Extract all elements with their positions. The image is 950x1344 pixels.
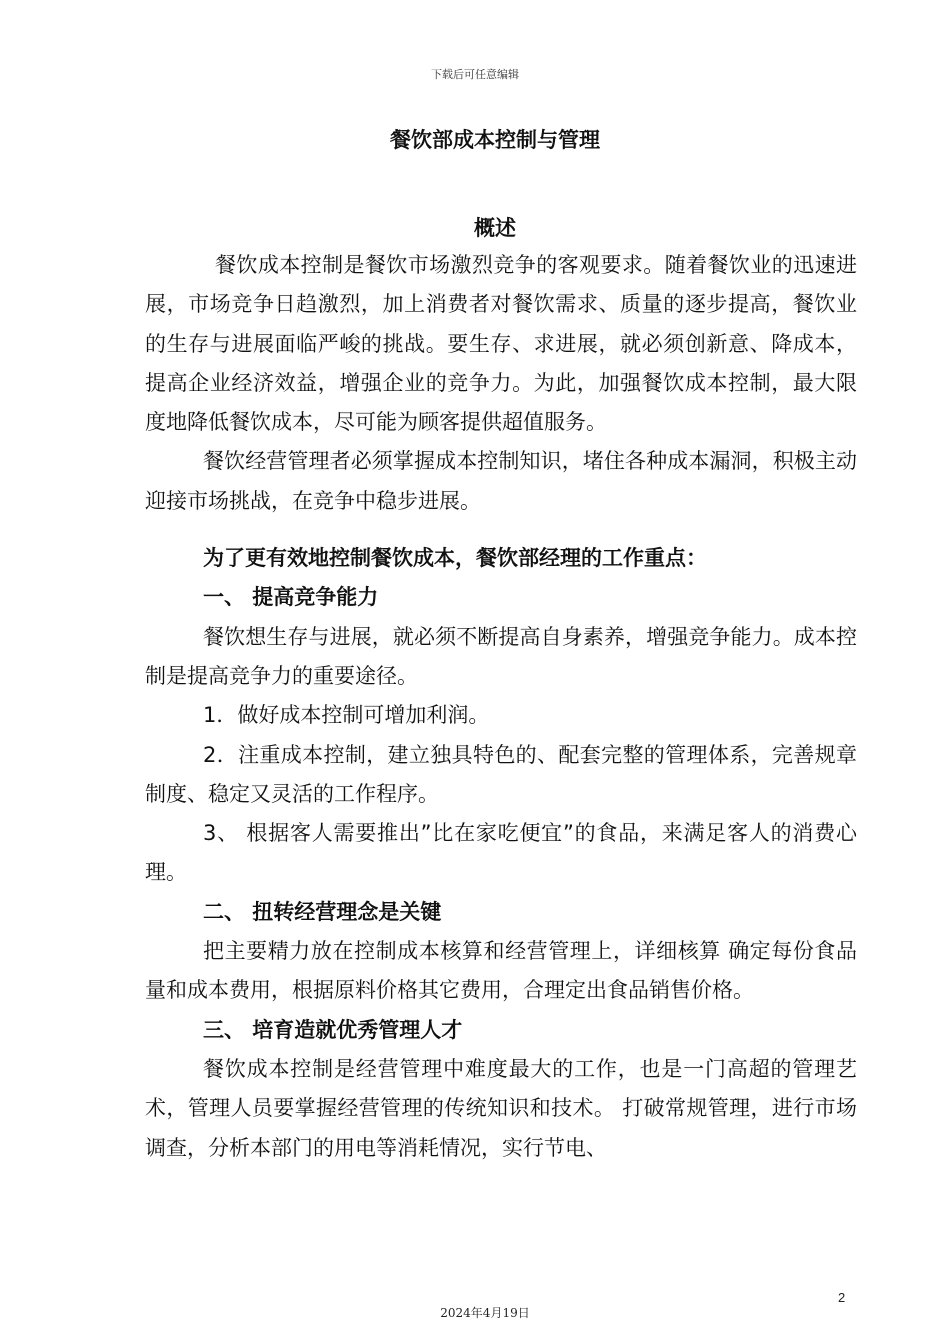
section-heading-3: 三、 培育造就优秀管理人才	[203, 1017, 463, 1042]
section-2-paragraph: 把主要精力放在控制成本核算和经营管理上，详细核算 确定每份食品量和成本费用，根据原料价格其它费用，合理定出食品销售价格。	[145, 939, 857, 1003]
section-1-item: 3、 根据客人需要推出”比在家吃便宜”的食品，来满足客人的消费心理。	[145, 821, 857, 885]
section-heading-1: 一、 提高竞争能力	[203, 585, 379, 610]
section-1-item: 2．注重成本控制，建立独具特色的、配套完整的管理体系，完善规章制度、稳定又灵活的工作程序。	[145, 742, 857, 806]
overview-heading: 概述	[474, 216, 516, 240]
page-header: 下载后可任意编辑	[431, 68, 519, 81]
section-heading-2: 二、 扭转经营理念是关键	[203, 899, 442, 924]
overview-paragraph: 餐饮经营管理者必须掌握成本控制知识，堵住各种成本漏洞，积极主动迎接市场挑战，在竞争中稳步进展。	[145, 449, 857, 513]
overview-paragraph: 餐饮成本控制是餐饮市场激烈竞争的客观要求。随着餐饮业的迅速进展，市场竞争日趋激烈，加上消费者对餐饮需求、质量的逐步提高，餐饮业的生存与进展面临严峻的挑战。要生存、求进展，就必须创新意、降成本，提高企业经济效益，增强企业的竞争力。为此，加强餐饮成本控制，最大限度地降低餐饮成本，尽可能为顾客提供超值服务。	[145, 253, 857, 435]
footer-date: 2024年4月19日	[440, 1306, 530, 1320]
document-title: 餐饮部成本控制与管理	[390, 128, 600, 152]
section-1-item: 1．做好成本控制可增加利润。	[203, 703, 490, 728]
focus-intro-heading: 为了更有效地控制餐饮成本，餐饮部经理的工作重点：	[203, 546, 707, 571]
section-3-paragraph: 餐饮成本控制是经营管理中难度最大的工作，也是一门高超的管理艺术，管理人员要掌握经营管理的传统知识和技术。 打破常规管理，进行市场调查，分析本部门的用电等消耗情况，实行节电、	[145, 1056, 857, 1160]
document-body	[145, 246, 857, 1168]
section-1-paragraph: 餐饮想生存与进展，就必须不断提高自身素养，增强竞争能力。成本控制是提高竞争力的重要途径。	[145, 624, 857, 688]
page-number: 2	[838, 1290, 846, 1305]
paragraph-spacer	[145, 521, 857, 539]
